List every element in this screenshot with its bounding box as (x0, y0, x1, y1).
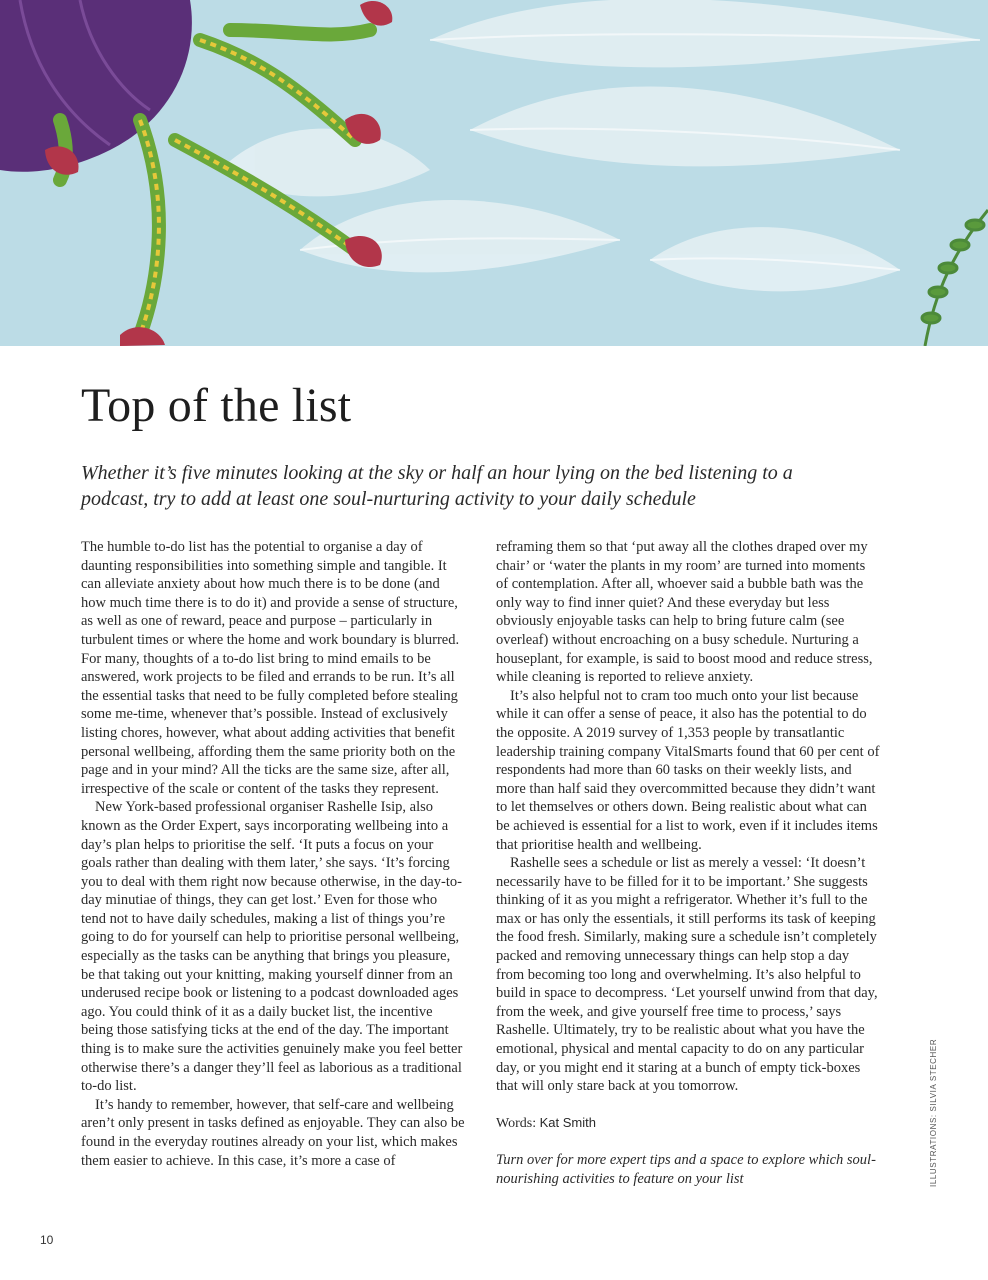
page-number: 10 (40, 1233, 54, 1247)
body-paragraph: Rashelle sees a schedule or list as merely a vessel: ‘It doesn’t necessarily have to be filled for it to be important.’ She suggests thinking of it as you might a refrigerator. Whether it’s full to the max or has only the essentials, it still performs its task of keeping the food fresh. Similarly, making sure a schedule isn’t completely packed and removing unnecessary things can help stop a day from becoming too long and overwhelming. It’s also helpful to build in space to decompress. ‘Let yourself unwind from that day, from the week, and give yourself free time to process,’ says Rashelle. Ultimately, try to be realistic about what you have the emotional, physical and mental capacity to do on any particular day, or you might end it staring at a bunch of empty tick-boxes that will only stare back at you tomorrow. (496, 855, 878, 1095)
body-paragraph: It’s also helpful not to cram too much onto your list because while it can offer a sense of peace, it also has the potential to do the opposite. A 2019 survey of 1,353 people by transatlantic leadership training company VitalSmarts found that 60 per cent of respondents had more than 60 tasks on their weekly lists, and more than half said they overcommitted because they didn’t want to let themselves or others down. Being realistic about what can be achieved is essential for a list to work, even if it includes items that prioritise health and wellbeing. (496, 687, 880, 853)
body-paragraph: New York-based professional organiser Rashelle Isip, also known as the Order Expert, says incorporating wellbeing into a day’s plan helps to prioritise the self. ‘It puts a focus on your goals rather than dealing with them later,’ she says. ‘It’s forcing you to deal with them right now because otherwise, in the day-to-day minutiae of things, they can get lost.’ Even for those who tend not to have daily schedules, making a list of things you’re going to do for yourself can help to prioritise personal wellbeing, especially as the tasks can be anything that brings you pleasure, be that taking out your knitting, making yourself dinner from an underused recipe book or listening to a podcast downloaded ages ago. You could think of it as a daily bucket list, the incentive being those satisfying ticks at the end of the day. The important thing is to make sure the activities genuinely make you feel better otherwise there’s a danger they’ll feel as laborious as a traditional to-do list. (81, 799, 463, 1095)
left-column (81, 538, 465, 1170)
teaser-text: Turn over for more expert tips and a space to explore which soul-nourishing activities to feature on your list (496, 1152, 876, 1187)
body-paragraph: The humble to-do list has the potential to organise a day of daunting responsibilities into something simple and tangible. It can alleviate anxiety about how much there is to be done (and how much time there is to do it) and provide a sense of structure, as well as one of reward, peace and purpose – particularly in turbulent times or where the home and work boundary is blurred. For many, thoughts of a to-do list bring to mind emails to be answered, work projects to be filed and errands to be run. It’s all the essential tasks that need to be fully completed before stealing some me-time, whenever that’s possible. Instead of exclusively listing chores, however, what about adding activities that benefit personal wellbeing, affording them the same priority both on the page and in your mind? All the ticks are the same size, after all, irrespective of the scale or content of the tasks they represent. (81, 539, 460, 797)
byline (496, 1114, 880, 1134)
article-standfirst: Whether it’s five minutes looking at the sky or half an hour lying on the bed listening to a podcast, try to add at least one soul-nurturing activity to your daily schedule (81, 462, 793, 510)
byline-author: Kat Smith (539, 1114, 596, 1130)
right-column (496, 538, 880, 1189)
illustration-credit: ILLUSTRATIONS: SILVIA STECHER (929, 1038, 938, 1187)
byline-label: Words: (496, 1115, 537, 1131)
body-paragraph: reframing them so that ‘put away all the clothes draped over my chair’ or ‘water the plants in my room’ are turned into moments of contemplation. After all, whoever said a bubble bath was the only way to find inner quiet? And these everyday but less obviously enjoyable tasks can help to bring future calm (see overleaf) without encroaching on a busy schedule. Nurturing a houseplant, for example, is said to boost mood and reduce stress, while cleaning is reported to relieve anxiety. (496, 539, 873, 686)
illustration-artwork (0, 0, 988, 346)
body-paragraph: It’s handy to remember, however, that self-care and wellbeing aren’t only present in tasks defined as enjoyable. They can also be found in the everyday routines already on your list, which makes them easier to achieve. In this case, it’s more a case of (81, 1096, 465, 1169)
article-title: Top of the list (81, 379, 352, 432)
hero-illustration (0, 0, 988, 346)
